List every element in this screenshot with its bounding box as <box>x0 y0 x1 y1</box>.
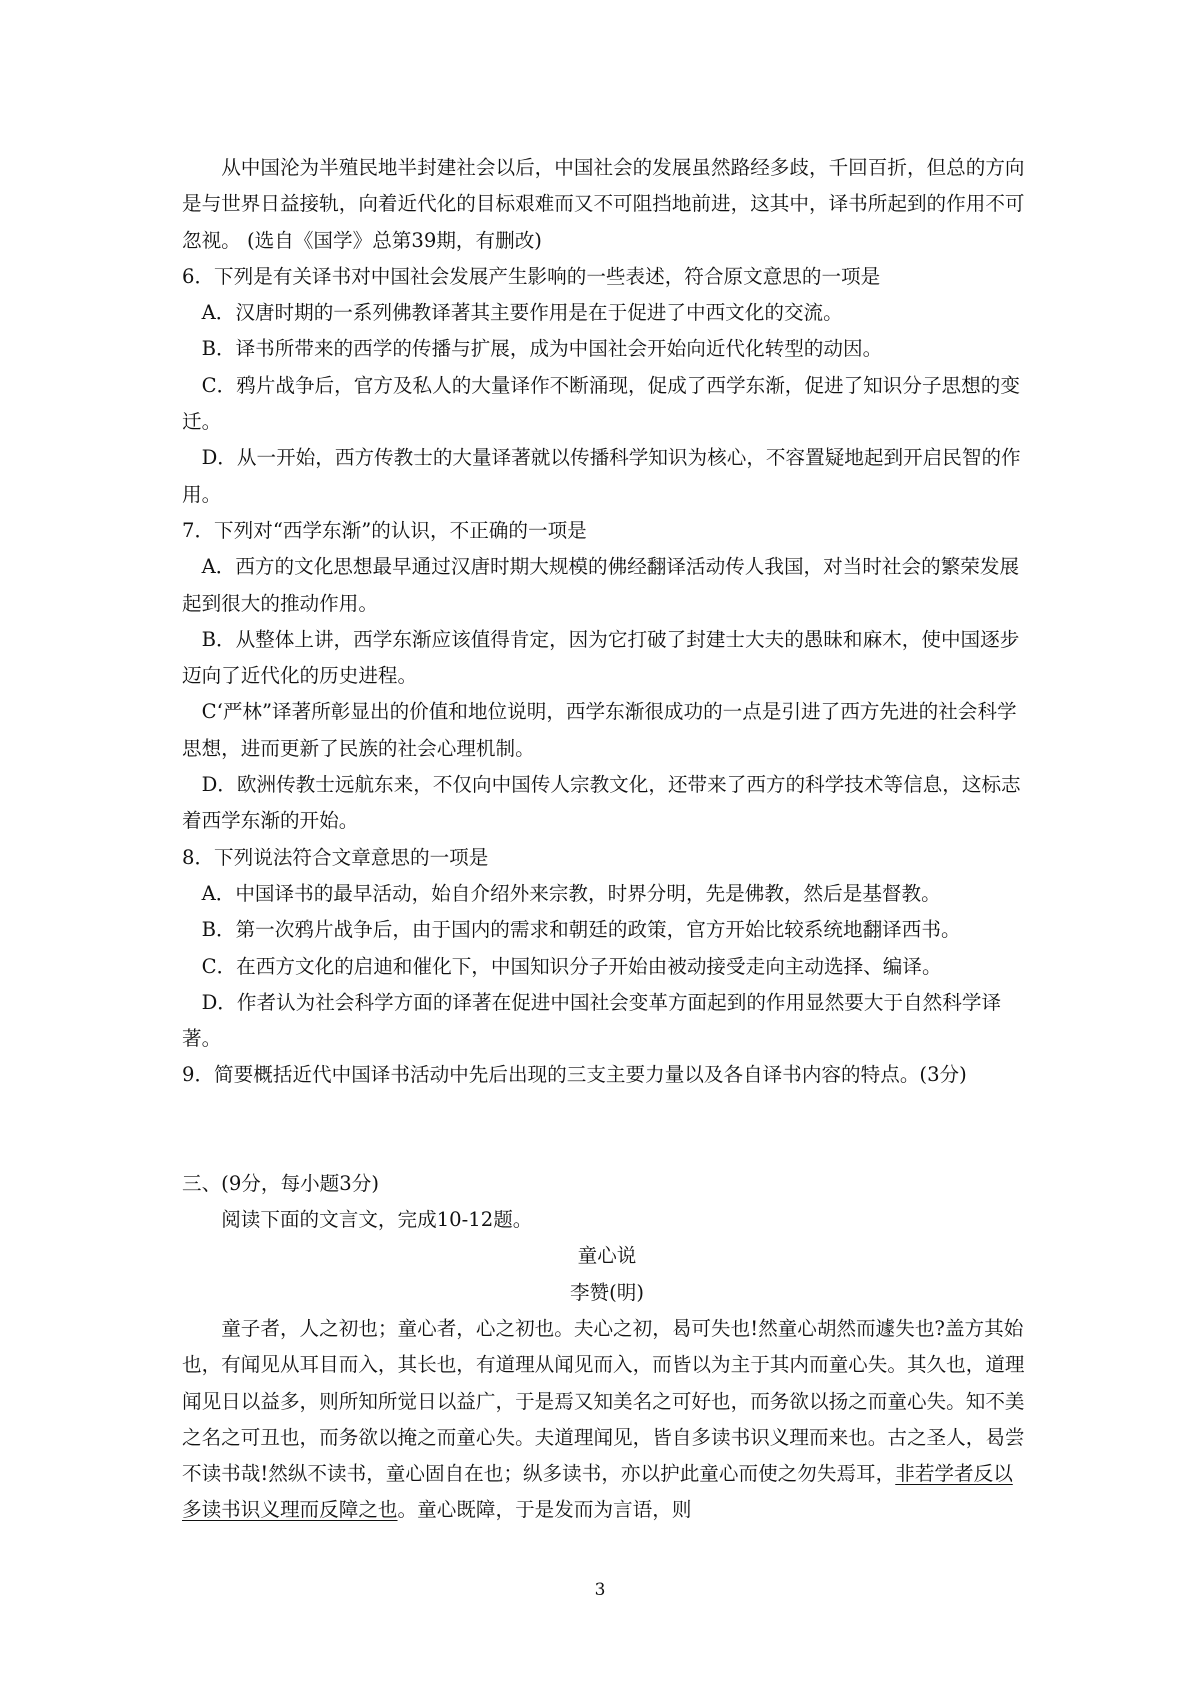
option-c: C．在西方文化的启迪和催化下，中国知识分子开始由被动接受走向主动选择、编译。 <box>201 954 942 978</box>
option-d: D．从一开始，西方传教士的大量译著就以传播科学知识为核心，不容置疑地起到开启民智的作用。 <box>182 446 1021 506</box>
option-a: A．中国译书的最早活动，始自介绍外来宗教，时界分明，先是佛教，然后是基督教。 <box>201 881 941 905</box>
text-author: 李赞(明) <box>569 1280 645 1304</box>
section-heading: 三、(9分，每小题3分) <box>182 1171 379 1195</box>
question-stem: 6．下列是有关译书对中国社会发展产生影响的一些表述，符合原文意思的一项是 <box>182 264 881 288</box>
option-c: C‘严林”译著所彰显出的价值和地位说明，西学东渐很成功的一点是引进了西方先进的社会科学思想，进而更新了民族的社会心理机制。 <box>182 700 1017 760</box>
body-text-continued: 。童心既障，于是发而为言语，则 <box>397 1498 692 1522</box>
underlined-sentence: 非若学者反以多读书识义理而反障之也 <box>182 1462 1013 1522</box>
option-b: B．第一次鸦片战争后，由于国内的需求和朝廷的政策，官方开始比较系统地翻译西书。 <box>201 918 961 942</box>
option-a: A．西方的文化思想最早通过汉唐时期大规模的佛经翻译活动传人我国，对当时社会的繁荣发展起到很大的推动作用。 <box>182 555 1020 615</box>
option-b: B．译书所带来的西学的传播与扩展，成为中国社会开始向近代化转型的动因。 <box>201 337 883 361</box>
option-d: D．作者认为社会科学方面的译著在促进中国社会变革方面起到的作用显然要大于自然科学译著。 <box>182 990 1002 1051</box>
option-a: A．汉唐时期的一系列佛教译著其主要作用是在于促进了中西文化的交流。 <box>201 301 843 325</box>
passage-ending: 从中国沦为半殖民地半封建社会以后，中国社会的发展虽然路经多歧，千回百折，但总的方向是与世界日益接轨，向着近代化的目标艰难而又不可阻挡地前进，这其中，译书所起到的作用不可忽视。 (选自《国学》总第39期，有删改) <box>182 156 1025 252</box>
question-6 <box>182 259 1032 513</box>
question-8 <box>182 840 1032 1058</box>
classical-text-body <box>182 1311 1032 1529</box>
option-c: C．鸦片战争后，官方及私人的大量译作不断涌现，促成了西学东渐，促进了知识分子思想的变迁。 <box>182 373 1020 434</box>
option-d: D．欧洲传教士远航东来，不仅向中国传人宗教文化，还带来了西方的科学技术等信息，这标志着西学东渐的开始。 <box>182 773 1021 833</box>
section-3 <box>182 1166 1032 1529</box>
body-text: 童子者，人之初也；童心者，心之初也。夫心之初，曷可失也!然童心胡然而遽失也?盖方其始也，有闻见从耳目而入，其长也，有道理从闻见而入，而皆以为主于其内而童心失。其久也，道理闻见日以益多，则所知所觉日以益广，于是焉又知美名之可好也，而务欲以扬之而童心失。知不美之名之可丑也，而务欲以掩之而童心失。夫道理闻见，皆自多读书识义理而来也。古之圣人，曷尝不读书哉!然纵不读书，童心固自在也；纵多读书，亦以护此童心而使之勿失焉耳， <box>182 1316 1025 1486</box>
text-title: 童心说 <box>577 1244 637 1268</box>
question-7 <box>182 513 1032 840</box>
page-content <box>182 150 1032 1529</box>
answer-space <box>182 1094 1032 1166</box>
option-b: B．从整体上讲，西学东渐应该值得肯定，因为它打破了封建士大夫的愚昧和麻木，使中国逐步迈向了近代化的历史进程。 <box>182 627 1020 688</box>
question-stem: 8．下列说法符合文章意思的一项是 <box>182 845 489 869</box>
question-stem: 9．简要概括近代中国译书活动中先后出现的三支主要力量以及各自译书内容的特点。(3分) <box>182 1063 967 1087</box>
question-stem: 7．下列对“西学东渐”的认识，不正确的一项是 <box>182 518 587 542</box>
section-instruction: 阅读下面的文言文，完成10-12题。 <box>221 1208 533 1232</box>
question-9 <box>182 1057 1032 1093</box>
page-number: 3 <box>594 1580 606 1600</box>
